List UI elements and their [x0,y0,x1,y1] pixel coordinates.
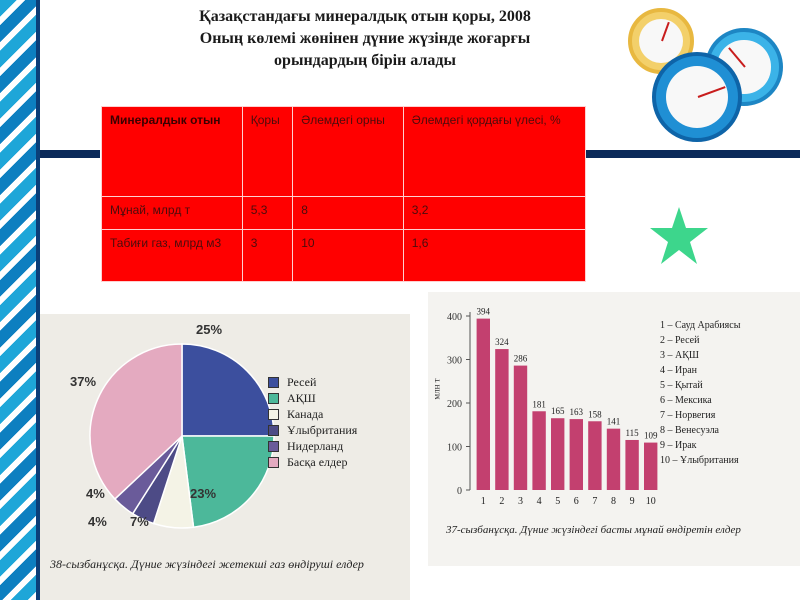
x-tick-label: 8 [611,496,616,507]
left-decorative-stripe [0,0,40,600]
bar-value-label: 158 [588,409,602,420]
pie-value-label: 4% [86,486,105,501]
bar-legend [660,320,740,470]
bar [495,349,508,490]
bar-value-label: 181 [532,399,546,410]
bar [532,411,545,490]
y-tick-label: 300 [447,355,462,367]
divider-bar-left [40,150,100,158]
oil-producers-bar-panel [428,292,800,566]
pie-value-label: 4% [88,514,107,529]
bar [551,418,564,490]
pie-caption: 38-сызбанұсқа. Дүние жүзіндегі жетекші газ өндіруші елдер [50,557,364,571]
table-cell: Табиғи газ, млрд м3 [102,230,243,282]
legend-item [268,438,357,454]
bar-value-label: 324 [495,337,509,348]
legend-label: Канада [287,406,324,421]
pie-legend [268,374,357,470]
table-cell: 3 [242,230,292,282]
legend-item: 10 – Ұлыбритания [660,455,739,466]
x-tick-label: 9 [629,496,635,507]
x-tick-label: 4 [536,496,542,507]
table-header-cell: Минералдык отын [102,107,243,197]
bar-value-label: 109 [643,430,658,441]
bar-value-label: 163 [569,407,584,418]
y-tick-label: 0 [457,486,462,497]
table-cell: 3,2 [403,197,585,230]
x-tick-label: 3 [518,496,523,507]
legend-swatch [268,457,279,468]
table-header-cell: Әлемдегі қордағы үлесі, % [403,107,585,197]
x-tick-label: 2 [499,496,505,507]
pie-value-label: 37% [70,374,97,389]
bar-value-label: 394 [476,306,491,317]
legend-item: 3 – АҚШ [660,350,699,361]
title-line-2: Оның көлемі жөнінен дүние жүзінде жоғарғы [199,30,531,47]
legend-item: 2 – Ресей [660,335,700,346]
bar [570,419,583,490]
x-tick-label: 5 [555,496,561,507]
bar [607,429,620,490]
pie-value-label: 25% [196,322,223,337]
legend-label: Ұлыбритания [287,422,358,437]
y-tick-label: 200 [447,399,462,410]
legend-label: Басқа елдер [287,454,348,469]
table-header-cell: Қоры [242,107,292,197]
legend-item: 5 – Қытай [660,380,703,391]
gas-producers-pie-panel [40,314,410,600]
legend-swatch [268,441,279,452]
bar-value-label: 141 [606,416,621,427]
x-tick-label: 6 [573,496,579,507]
pie-value-label: 23% [190,486,217,501]
slide-title [130,6,600,72]
legend-item: 9 – Ирак [660,440,697,451]
pie-value-label: 7% [130,514,149,529]
y-tick-label: 400 [447,312,462,323]
bar-caption: 37-сызбанұсқа. Дүние жүзіндегі басты мұнай өндіретін елдер [446,524,741,536]
legend-label: АҚШ [287,390,316,405]
x-tick-label: 1 [480,496,486,507]
y-tick-label: 100 [447,442,462,454]
title-line-3: орындардың бірін алады [274,52,456,69]
legend-swatch [268,377,279,388]
table-cell: 8 [293,197,403,230]
legend-item: 6 – Мексика [660,395,712,406]
table-cell: 1,6 [403,230,585,282]
legend-swatch [268,409,279,420]
fuel-reserves-table [101,106,586,282]
pie-slice [182,436,274,527]
table-cell: 10 [293,230,403,282]
bar-value-label: 165 [550,406,565,417]
legend-item [268,374,357,390]
pie-chart [82,336,282,536]
table-header-cell: Әлемдегі орны [293,107,403,197]
legend-swatch [268,425,279,436]
y-axis-label: млн т [431,378,442,400]
x-tick-label: 10 [645,496,656,507]
legend-item [268,406,357,422]
table-cell: Мұнай, млрд т [102,197,243,230]
legend-item: 8 – Венесуэла [660,425,719,436]
bar [625,440,638,490]
table-row [102,230,586,282]
pie-slice [182,344,274,436]
bar [514,366,527,490]
legend-item: 4 – Иран [660,365,698,376]
title-line-1: Қазақстандағы минералдық отын қоры, 2008 [199,8,531,25]
legend-label: Нидерланд [287,438,344,453]
legend-item: 7 – Норвегия [660,410,716,421]
x-tick-label: 7 [592,496,598,507]
bar [644,443,657,490]
legend-label: Ресей [287,374,317,389]
legend-swatch [268,393,279,404]
clock-icon [652,52,742,142]
legend-item [268,422,357,438]
star-icon [648,205,710,267]
legend-item [268,390,357,406]
table-header-row [102,107,586,197]
bar-value-label: 286 [513,353,528,364]
bar-chart [436,294,664,524]
bar-value-label: 115 [625,427,639,438]
bar [588,421,601,490]
table-cell: 5,3 [242,197,292,230]
bar [477,319,490,490]
legend-item: 1 – Сауд Арабиясы [660,320,741,331]
legend-item [268,454,357,470]
table-row [102,197,586,230]
